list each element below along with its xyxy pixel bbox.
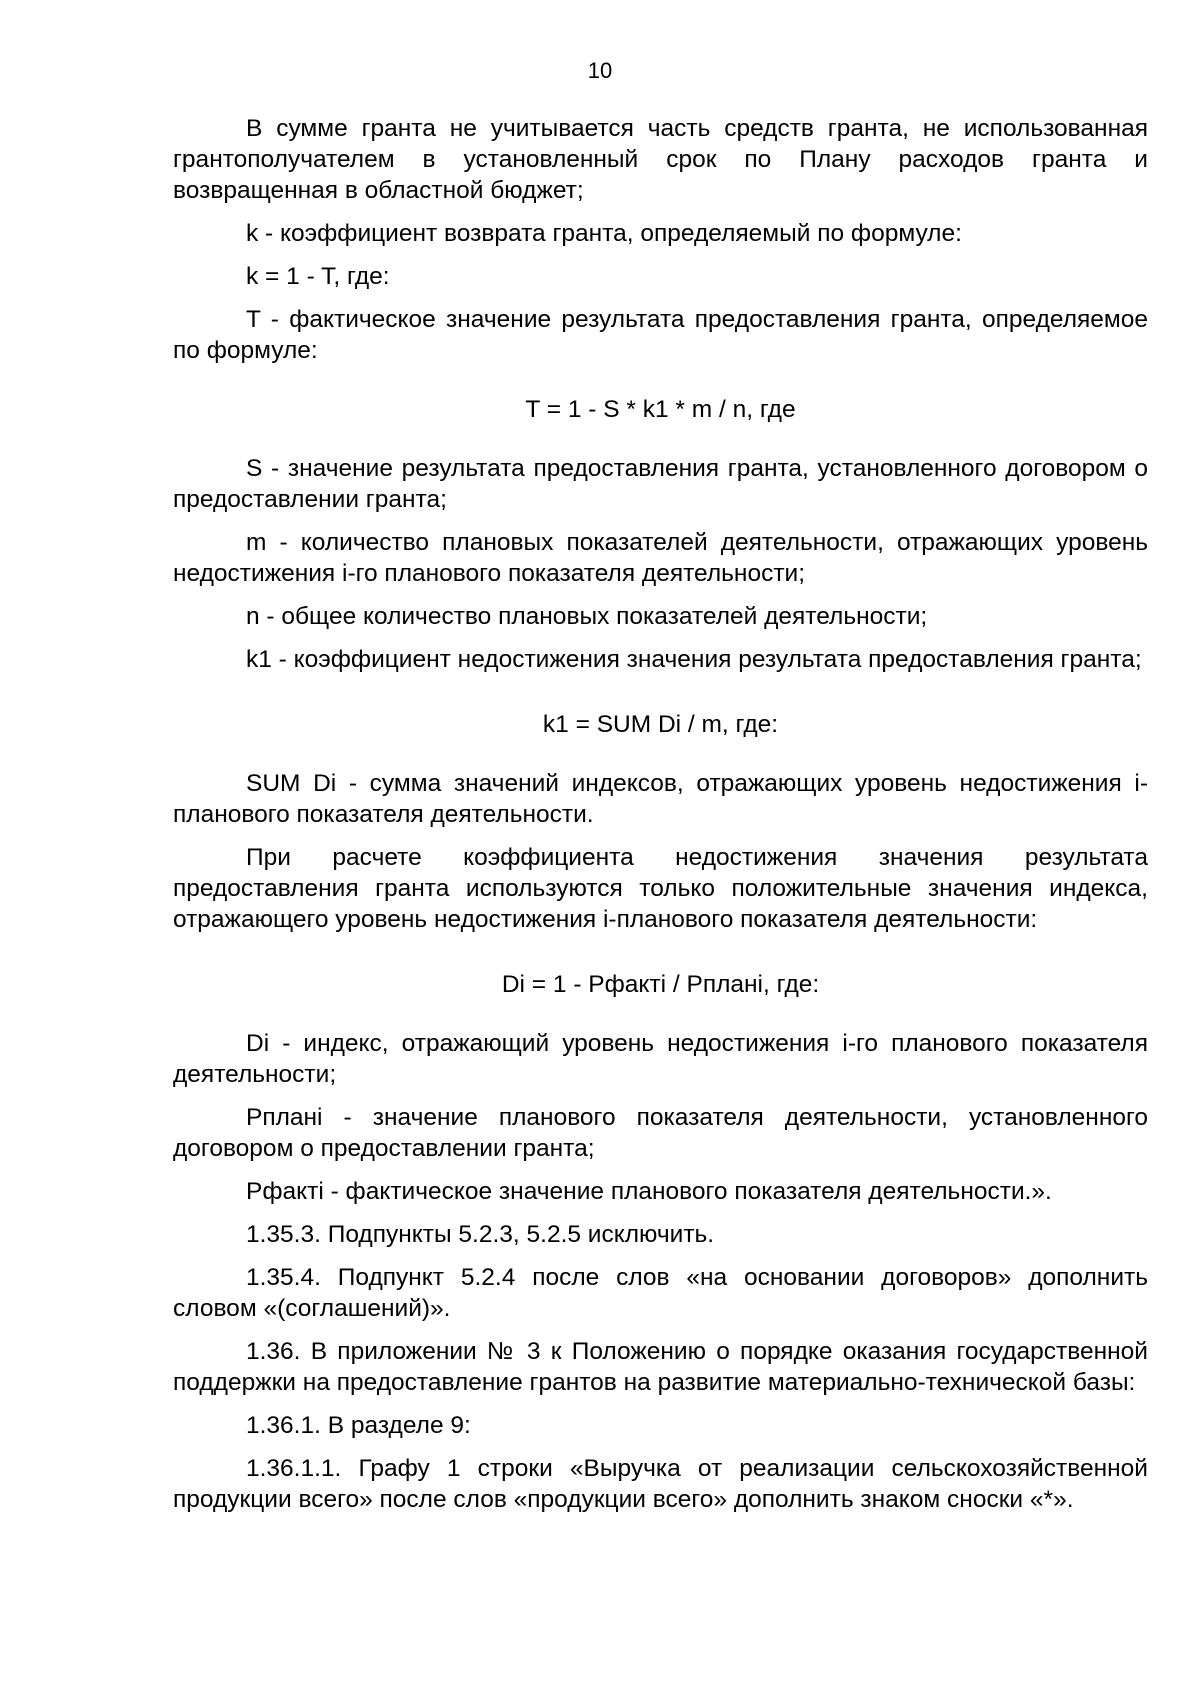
paragraph-pplan-definition: Pпланi - значение планового показателя деятельности, установленного договором о предоставлении гранта; (173, 1104, 1148, 1162)
document-body (173, 113, 1148, 1527)
paragraph-1-36-1: 1.36.1. В разделе 9: (246, 1412, 471, 1439)
paragraph-k-formula: k = 1 - T, где: (246, 263, 390, 290)
paragraph-m-definition: m - количество плановых показателей деятельности, отражающих уровень недостижения i-го планового показателя деятельности; (173, 529, 1148, 587)
paragraph-k1-definition: k1 - коэффициент недостижения значения результата предоставления гранта; (246, 646, 1142, 673)
paragraph-sum-di-definition: SUM Di - сумма значений индексов, отражающих уровень недостижения i-планового показателя деятельности. (173, 770, 1148, 828)
formula-k1: k1 = SUM Di / m, где: (542, 711, 779, 738)
paragraph-1-35-4: 1.35.4. Подпункт 5.2.4 после слов «на основании договоров» дополнить словом «(соглашений)». (173, 1264, 1148, 1322)
formula-di: Di = 1 - Pфактi / Pпланi, где: (501, 971, 820, 998)
paragraph-1-36: 1.36. В приложении № 3 к Положению о порядке оказания государственной поддержки на предоставление грантов на развитие материально-технической базы: (173, 1338, 1148, 1396)
paragraph-s-definition: S - значение результата предоставления гранта, установленного договором о предоставлении гранта; (173, 455, 1148, 513)
paragraph-t-definition: T - фактическое значение результата предоставления гранта, определяемое по формуле: (173, 306, 1148, 364)
paragraph-1-36-1-1: 1.36.1.1. Графу 1 строки «Выручка от реализации сельскохозяйственной продукции всего» после слов «продукции всего» дополнить знаком сноски «*». (173, 1455, 1148, 1513)
paragraph-k-definition: k - коэффициент возврата гранта, определяемый по формуле: (246, 220, 962, 247)
paragraph-pfact-definition: Pфактi - фактическое значение планового показателя деятельности.». (246, 1178, 1052, 1205)
formula-t: T = 1 - S * k1 * m / n, где (525, 396, 796, 423)
page-number: 10 (587, 58, 613, 83)
paragraph-calculation-note: При расчете коэффициента недостижения значения результата предоставления гранта используются только положительные значения индекса, отражающего уровень недостижения i-планового показателя деятельности: (173, 844, 1148, 933)
paragraph-grant-sum: В сумме гранта не учитывается часть средств гранта, не использованная грантополучателем в установленный срок по Плану расходов гранта и возвращенная в областной бюджет; (173, 115, 1148, 204)
paragraph-1-35-3: 1.35.3. Подпункты 5.2.3, 5.2.5 исключить. (246, 1221, 715, 1248)
paragraph-n-definition: n - общее количество плановых показателей деятельности; (246, 603, 928, 630)
paragraph-di-definition: Di - индекс, отражающий уровень недостижения i-го планового показателя деятельности; (173, 1030, 1148, 1088)
